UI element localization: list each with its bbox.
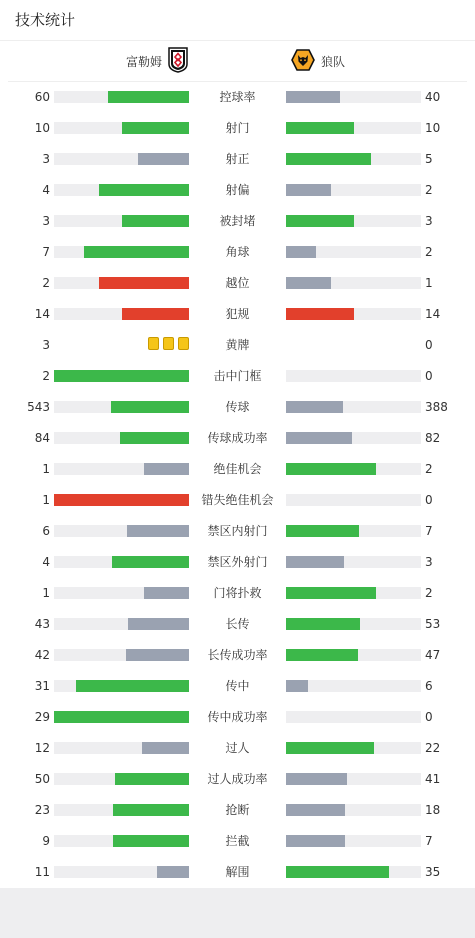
away-value: 7 xyxy=(425,524,433,538)
stat-label: 长传 xyxy=(225,617,250,631)
away-bar-track xyxy=(286,835,421,847)
home-bar xyxy=(142,742,189,754)
home-bar-track xyxy=(54,649,189,661)
away-bar-track xyxy=(286,432,421,444)
stat-label: 越位 xyxy=(225,276,250,290)
away-bar xyxy=(286,804,345,816)
away-value: 388 xyxy=(425,400,448,414)
away-value: 0 xyxy=(425,338,433,352)
away-bar xyxy=(286,835,345,847)
stat-label: 解围 xyxy=(225,865,250,879)
away-bar xyxy=(286,308,354,320)
stat-row xyxy=(0,329,475,360)
away-value: 18 xyxy=(425,803,441,817)
home-value: 14 xyxy=(34,307,50,321)
away-bar xyxy=(286,866,389,878)
home-bar xyxy=(115,773,189,785)
home-bar xyxy=(113,804,189,816)
stat-row xyxy=(0,422,475,453)
home-bar xyxy=(122,308,190,320)
away-value: 82 xyxy=(425,431,441,445)
divider xyxy=(0,40,475,41)
home-yellow-cards xyxy=(148,337,189,350)
home-value: 3 xyxy=(42,338,50,352)
away-bar xyxy=(286,246,316,258)
home-bar xyxy=(113,835,189,847)
home-value: 3 xyxy=(42,152,50,166)
stats-list xyxy=(0,81,475,887)
away-value: 7 xyxy=(425,834,433,848)
home-value: 9 xyxy=(42,834,50,848)
away-bar xyxy=(286,91,340,103)
stat-row xyxy=(0,267,475,298)
stat-label: 被封堵 xyxy=(219,214,256,228)
home-value: 23 xyxy=(34,803,50,817)
home-bar-track xyxy=(54,91,189,103)
stat-label: 传中成功率 xyxy=(207,710,268,724)
stat-row xyxy=(0,732,475,763)
away-bar-track xyxy=(286,742,421,754)
home-bar xyxy=(112,556,189,568)
page-title: 技术统计 xyxy=(15,11,76,29)
home-bar xyxy=(54,494,189,506)
yellow-card-icon xyxy=(178,337,189,350)
home-bar xyxy=(76,680,189,692)
away-value: 35 xyxy=(425,865,441,879)
home-value: 4 xyxy=(42,183,50,197)
home-bar-track xyxy=(54,277,189,289)
stat-label: 控球率 xyxy=(219,90,256,104)
home-bar xyxy=(144,463,189,475)
away-bar-track xyxy=(286,711,421,723)
home-value: 2 xyxy=(42,369,50,383)
stat-row xyxy=(0,515,475,546)
home-bar-track xyxy=(54,184,189,196)
stat-label: 角球 xyxy=(225,245,250,259)
stat-label: 传中 xyxy=(225,679,250,693)
home-bar-track xyxy=(54,835,189,847)
away-bar-track xyxy=(286,401,421,413)
home-bar-track xyxy=(54,618,189,630)
home-value: 1 xyxy=(42,493,50,507)
away-bar-track xyxy=(286,184,421,196)
away-value: 1 xyxy=(425,276,433,290)
home-bar xyxy=(99,184,189,196)
stat-label: 黄牌 xyxy=(225,338,250,352)
stat-label: 禁区内射门 xyxy=(207,524,268,538)
stat-label: 绝佳机会 xyxy=(213,462,262,476)
away-value: 22 xyxy=(425,741,441,755)
stat-row xyxy=(0,856,475,887)
away-bar-track xyxy=(286,525,421,537)
away-bar xyxy=(286,618,360,630)
away-bar xyxy=(286,277,331,289)
away-bar-track xyxy=(286,246,421,258)
stat-label: 犯规 xyxy=(225,307,250,321)
away-bar-track xyxy=(286,277,421,289)
stat-row xyxy=(0,453,475,484)
away-bar xyxy=(286,773,347,785)
away-value: 3 xyxy=(425,555,433,569)
stat-label: 禁区外射门 xyxy=(207,555,268,569)
home-bar xyxy=(126,649,189,661)
away-bar xyxy=(286,680,308,692)
away-bar-track xyxy=(286,494,421,506)
stat-label: 抢断 xyxy=(225,803,250,817)
stat-row xyxy=(0,608,475,639)
away-bar xyxy=(286,401,343,413)
home-value: 43 xyxy=(34,617,50,631)
fulham-crest-icon xyxy=(168,47,188,76)
away-bar xyxy=(286,525,359,537)
home-bar-track xyxy=(54,432,189,444)
away-value: 47 xyxy=(425,648,441,662)
home-bar-track xyxy=(54,246,189,258)
home-bar-track xyxy=(54,401,189,413)
away-bar xyxy=(286,432,352,444)
stat-row xyxy=(0,391,475,422)
away-value: 53 xyxy=(425,617,441,631)
home-value: 7 xyxy=(42,245,50,259)
yellow-card-icon xyxy=(163,337,174,350)
wolves-crest-icon xyxy=(291,49,315,74)
away-bar-track xyxy=(286,215,421,227)
home-value: 60 xyxy=(34,90,50,104)
home-bar xyxy=(144,587,189,599)
stat-label: 长传成功率 xyxy=(207,648,268,662)
away-bar-track xyxy=(286,556,421,568)
away-value: 0 xyxy=(425,369,433,383)
away-bar xyxy=(286,587,376,599)
stat-row xyxy=(0,577,475,608)
away-bar xyxy=(286,215,354,227)
home-bar xyxy=(138,153,189,165)
away-bar-track xyxy=(286,773,421,785)
stat-row xyxy=(0,205,475,236)
stat-label: 错失绝佳机会 xyxy=(201,493,274,507)
stat-row xyxy=(0,298,475,329)
home-bar xyxy=(108,91,189,103)
away-bar-track xyxy=(286,153,421,165)
home-bar xyxy=(122,122,190,134)
stat-row xyxy=(0,174,475,205)
home-bar-track xyxy=(54,742,189,754)
stat-row xyxy=(0,484,475,515)
home-bar-track xyxy=(54,773,189,785)
home-value: 3 xyxy=(42,214,50,228)
home-bar xyxy=(111,401,189,413)
home-value: 42 xyxy=(34,648,50,662)
stat-row xyxy=(0,670,475,701)
away-bar-track xyxy=(286,804,421,816)
away-value: 6 xyxy=(425,679,433,693)
away-bar xyxy=(286,184,331,196)
stat-row xyxy=(0,546,475,577)
away-bar-track xyxy=(286,649,421,661)
home-bar xyxy=(54,711,189,723)
home-value: 1 xyxy=(42,586,50,600)
away-value: 2 xyxy=(425,245,433,259)
home-bar-track xyxy=(54,215,189,227)
home-value: 12 xyxy=(34,741,50,755)
home-bar-track xyxy=(54,680,189,692)
home-value: 543 xyxy=(27,400,50,414)
home-value: 50 xyxy=(34,772,50,786)
stat-row xyxy=(0,794,475,825)
away-bar-track xyxy=(286,866,421,878)
home-bar-track xyxy=(54,308,189,320)
away-team[interactable] xyxy=(291,48,345,74)
away-bar xyxy=(286,649,358,661)
home-value: 4 xyxy=(42,555,50,569)
home-bar xyxy=(54,370,189,382)
home-bar xyxy=(128,618,189,630)
stat-row xyxy=(0,81,475,112)
home-bar-track xyxy=(54,494,189,506)
away-value: 5 xyxy=(425,152,433,166)
home-bar-track xyxy=(54,463,189,475)
away-bar xyxy=(286,463,376,475)
away-value: 0 xyxy=(425,710,433,724)
home-bar-track xyxy=(54,153,189,165)
away-bar-track xyxy=(286,91,421,103)
home-bar xyxy=(120,432,189,444)
away-value: 14 xyxy=(425,307,441,321)
away-bar-track xyxy=(286,122,421,134)
away-bar-track xyxy=(286,370,421,382)
home-value: 10 xyxy=(34,121,50,135)
home-bar xyxy=(127,525,189,537)
away-bar-track xyxy=(286,463,421,475)
stat-row xyxy=(0,112,475,143)
away-value: 41 xyxy=(425,772,441,786)
home-bar-track xyxy=(54,711,189,723)
home-value: 6 xyxy=(42,524,50,538)
stat-label: 门将扑救 xyxy=(213,586,262,600)
home-value: 1 xyxy=(42,462,50,476)
away-bar-track xyxy=(286,308,421,320)
stat-label: 击中门框 xyxy=(213,369,262,383)
away-bar-track xyxy=(286,587,421,599)
stat-label: 过人 xyxy=(225,741,250,755)
stat-label: 传球成功率 xyxy=(207,431,268,445)
home-bar-track xyxy=(54,556,189,568)
stat-label: 射门 xyxy=(225,121,250,135)
home-bar xyxy=(84,246,189,258)
away-value: 40 xyxy=(425,90,441,104)
home-bar xyxy=(157,866,189,878)
home-value: 84 xyxy=(34,431,50,445)
stat-row xyxy=(0,143,475,174)
stat-row xyxy=(0,701,475,732)
stat-label: 过人成功率 xyxy=(207,772,268,786)
stat-row xyxy=(0,825,475,856)
away-value: 0 xyxy=(425,493,433,507)
home-bar xyxy=(122,215,190,227)
away-bar-track xyxy=(286,680,421,692)
home-bar-track xyxy=(54,122,189,134)
away-bar xyxy=(286,122,354,134)
home-bar-track xyxy=(54,587,189,599)
stat-row xyxy=(0,236,475,267)
home-value: 2 xyxy=(42,276,50,290)
stat-row xyxy=(0,763,475,794)
away-value: 2 xyxy=(425,586,433,600)
away-bar-track xyxy=(286,618,421,630)
home-value: 11 xyxy=(34,865,50,879)
away-bar xyxy=(286,556,344,568)
stat-row xyxy=(0,360,475,391)
stat-row xyxy=(0,639,475,670)
away-value: 10 xyxy=(425,121,441,135)
home-bar-track xyxy=(54,866,189,878)
home-value: 29 xyxy=(34,710,50,724)
away-value: 3 xyxy=(425,214,433,228)
away-value: 2 xyxy=(425,462,433,476)
home-bar xyxy=(99,277,189,289)
home-value: 31 xyxy=(34,679,50,693)
home-bar-track xyxy=(54,370,189,382)
away-bar xyxy=(286,153,371,165)
home-bar-track xyxy=(54,525,189,537)
stat-label: 传球 xyxy=(225,400,250,414)
yellow-card-icon xyxy=(148,337,159,350)
stat-label: 拦截 xyxy=(225,834,250,848)
away-value: 2 xyxy=(425,183,433,197)
stat-label: 射偏 xyxy=(225,183,250,197)
home-bar-track xyxy=(54,804,189,816)
away-team-name: 狼队 xyxy=(321,54,346,69)
stat-label: 射正 xyxy=(225,152,250,166)
away-bar xyxy=(286,742,374,754)
home-team[interactable] xyxy=(126,48,188,74)
home-team-name: 富勒姆 xyxy=(126,54,163,69)
